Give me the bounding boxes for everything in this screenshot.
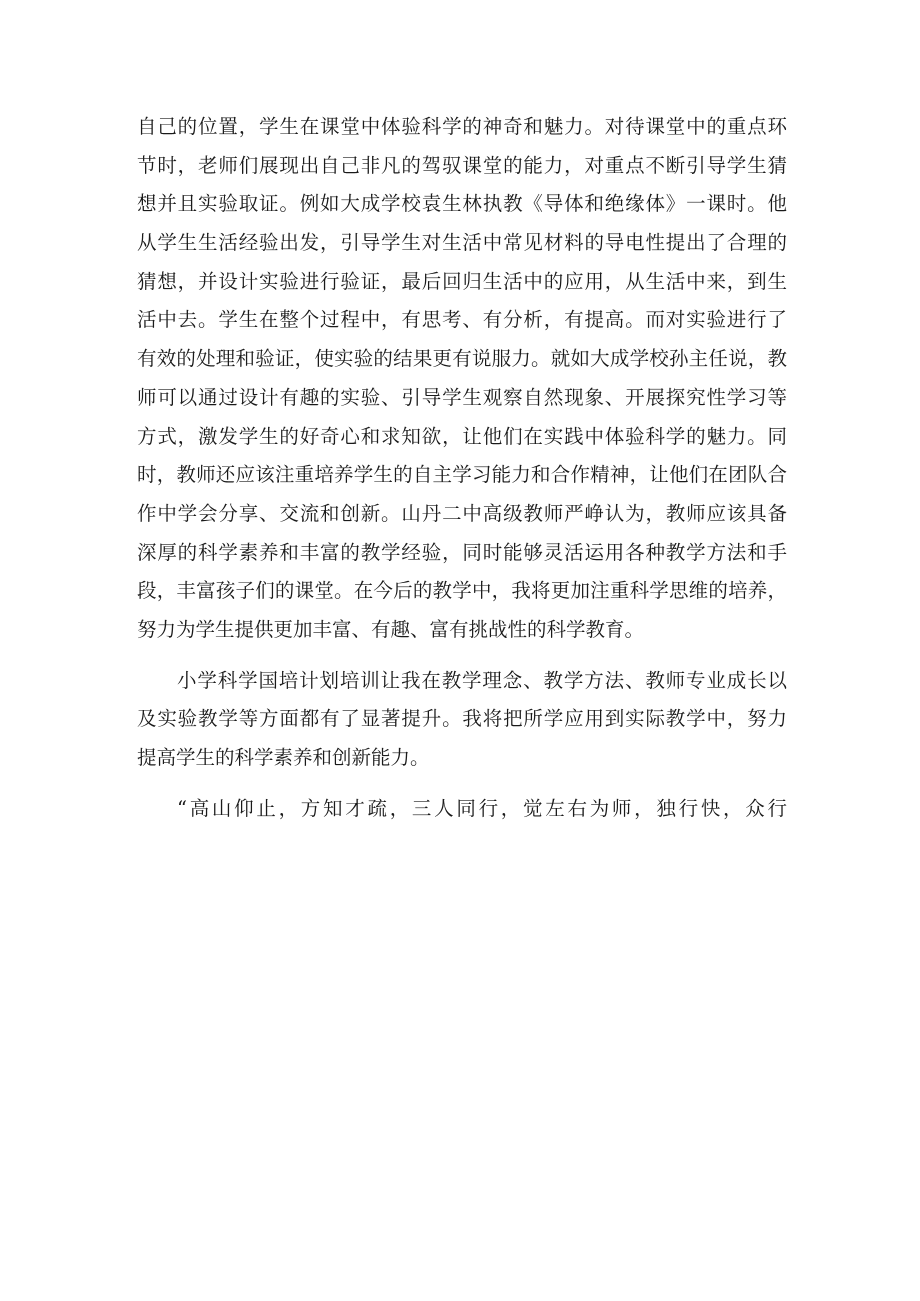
text-line: 及实验教学等方面都有了显著提升。我将把所学应用到实际教学中，努力 bbox=[137, 707, 787, 731]
document-body bbox=[137, 108, 787, 828]
text-line: 从学生生活经验出发，引导学生对生活中常见材料的导电性提出了合理的 bbox=[137, 231, 787, 255]
text-line: 有效的处理和验证，使实验的结果更有说服力。就如大成学校孙主任说，教 bbox=[137, 347, 787, 371]
text-line: 提高学生的科学素养和创新能力。 bbox=[137, 746, 430, 769]
paragraph-spacer bbox=[137, 778, 787, 790]
text-line: “高山仰止，方知才疏，三人同行，觉左右为师，独行快，众行 bbox=[177, 796, 787, 820]
paragraph-spacer bbox=[137, 650, 787, 662]
text-line: 时，教师还应该注重培养学生的自主学习能力和合作精神，让他们在团队合 bbox=[137, 463, 787, 487]
text-line: 努力为学生提供更加丰富、有趣、富有挑战性的科学教育。 bbox=[137, 617, 645, 641]
text-line: 作中学会分享、交流和创新。山丹二中高级教师严峥认为，教师应该具备 bbox=[137, 501, 787, 525]
text-line: 节时，老师们展现出自己非凡的驾驭课堂的能力，对重点不断引导学生猜 bbox=[137, 153, 787, 177]
text-line: 活中去。学生在整个过程中，有思考、有分析，有提高。而对实验进行了 bbox=[137, 308, 787, 332]
paragraph-3 bbox=[137, 790, 787, 829]
text-line: 师可以通过设计有趣的实验、引导学生观察自然现象、开展探究性学习等 bbox=[137, 385, 787, 409]
text-line: 猜想，并设计实验进行验证，最后回归生活中的应用，从生活中来，到生 bbox=[137, 269, 787, 293]
text-line: 自己的位置，学生在课堂中体验科学的神奇和魅力。对待课堂中的重点环 bbox=[137, 115, 787, 138]
paragraph-2 bbox=[137, 662, 787, 778]
text-line: 深厚的科学素养和丰富的教学经验，同时能够灵活运用各种教学方法和手 bbox=[137, 540, 787, 564]
text-line: 方式，激发学生的好奇心和求知欲，让他们在实践中体验科学的魅力。同 bbox=[137, 424, 787, 448]
text-line: 小学科学国培计划培训让我在教学理念、教学方法、教师专业成长以 bbox=[177, 668, 787, 692]
text-line: 想并且实验取证。例如大成学校袁生林执教《导体和绝缘体》一课时。他 bbox=[137, 192, 787, 216]
paragraph-1 bbox=[137, 108, 787, 650]
text-line: 段，丰富孩子们的课堂。在今后的教学中，我将更加注重科学思维的培养， bbox=[137, 579, 787, 603]
